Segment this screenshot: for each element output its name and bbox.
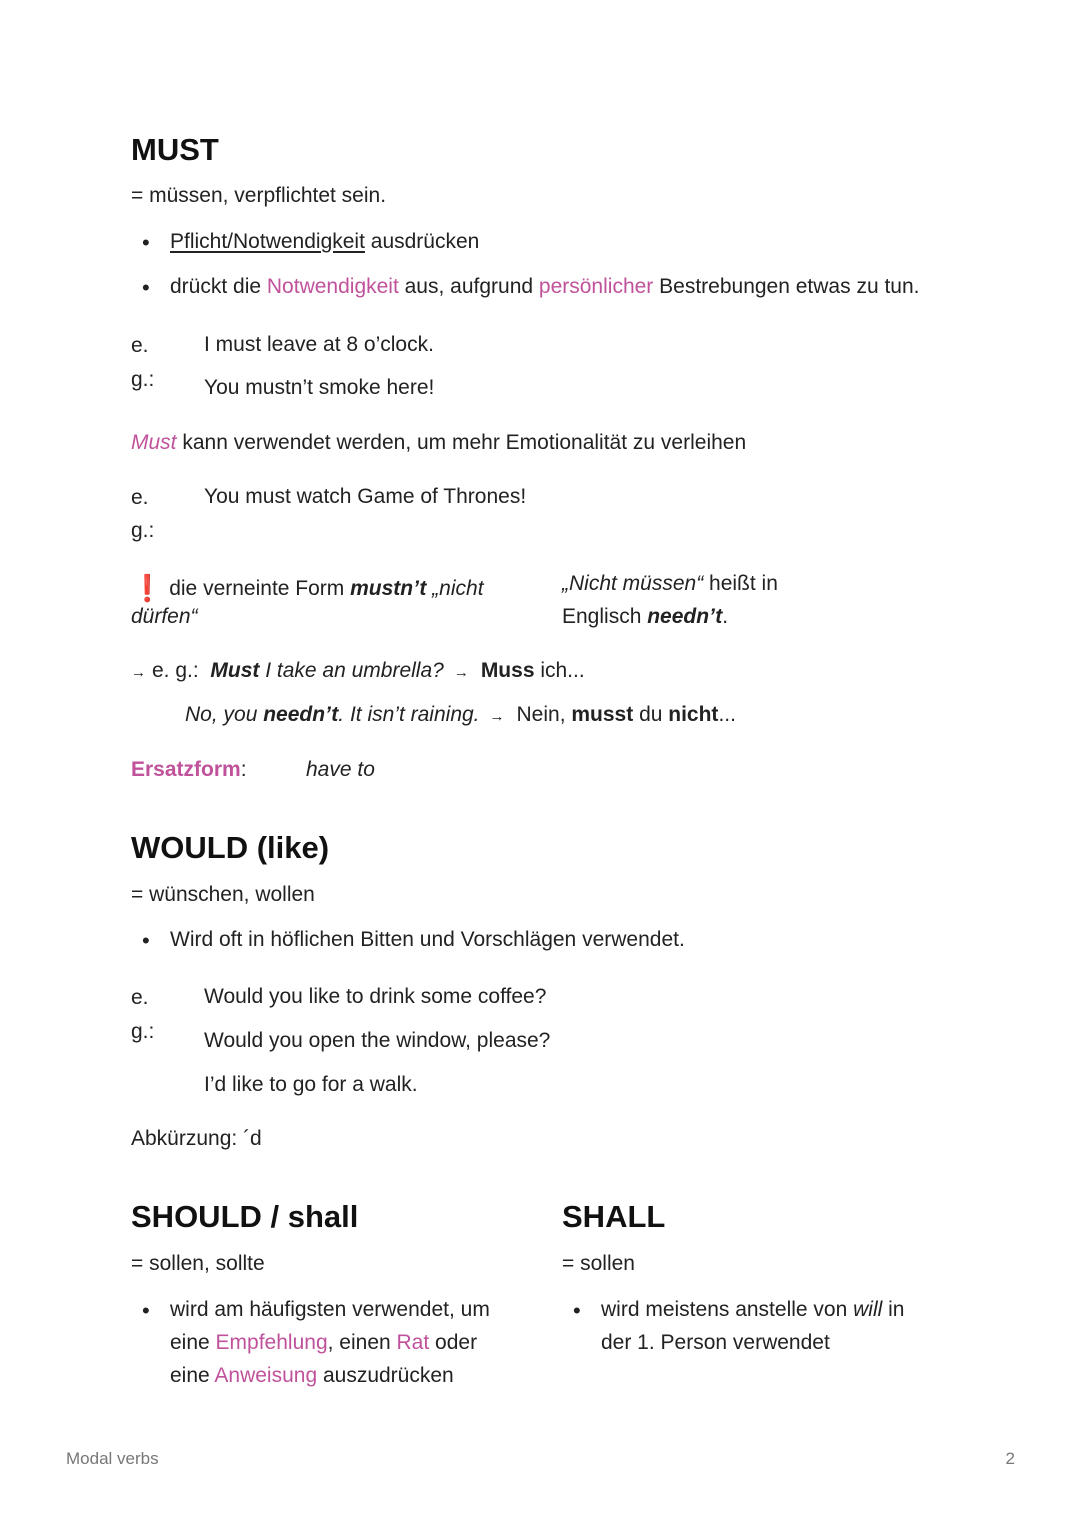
must-bullet-1-underlined: Pflicht/Notwendigkeit xyxy=(170,230,365,253)
negation-mustnt: mustn’t xyxy=(350,577,427,600)
must-bullet-2-text-b: aus, aufgrund xyxy=(398,275,539,298)
question-must: Must xyxy=(210,659,260,682)
would-example-1: Would you like to drink some coffee? xyxy=(204,985,547,1008)
arrow-icon: → xyxy=(131,664,146,681)
would-example-2: Would you open the window, please? xyxy=(204,1029,551,1052)
ersatzform-value: have to xyxy=(306,758,375,781)
would-example-3: I’d like to go for a walk. xyxy=(204,1073,418,1096)
must-bullet-2-text-a: drückt die xyxy=(170,275,267,298)
must-emotion-keyword: Must xyxy=(131,431,177,454)
answer-de-nicht: nicht xyxy=(668,703,719,726)
would-heading: WOULD (like) xyxy=(131,830,330,865)
must-meaning: = müssen, verpflichtet sein. xyxy=(131,184,387,207)
must-question-example xyxy=(131,659,585,683)
shall-meaning: = sollen xyxy=(562,1252,635,1275)
should-highlight-empfehlung: Empfehlung xyxy=(215,1331,328,1354)
must-negation-note-line-1 xyxy=(131,571,484,602)
should-highlight-anweisung: Anweisung xyxy=(214,1364,318,1387)
eg-inline-label: e. g.: xyxy=(152,659,199,682)
should-text-a: eine xyxy=(170,1331,216,1354)
should-text-d: eine xyxy=(170,1364,215,1387)
must-bullet-2-highlight-persoenlicher: persönlicher xyxy=(538,275,654,298)
should-meaning: = sollen, sollte xyxy=(131,1252,265,1275)
answer-de-nein: Nein, xyxy=(516,703,572,726)
shall-bullet-line-1 xyxy=(601,1298,904,1322)
arrow-icon: → xyxy=(489,708,505,725)
must-eg2-e: e. xyxy=(131,486,149,509)
should-heading: SHOULD / shall xyxy=(131,1199,359,1234)
must-bullet-1 xyxy=(170,230,479,254)
answer-needn-t: needn’t xyxy=(263,703,339,726)
nicht-muessen-note-line-2 xyxy=(562,605,728,629)
would-meaning: = wünschen, wollen xyxy=(131,883,315,906)
must-answer-example xyxy=(185,703,736,727)
shall-bullet-line-2: der 1. Person verwendet xyxy=(601,1331,830,1354)
ersatzform-colon: : xyxy=(240,758,247,781)
should-highlight-rat: Rat xyxy=(396,1331,430,1354)
needn-t-term: needn’t xyxy=(647,605,723,628)
nicht-muessen-note-line-1 xyxy=(562,572,778,596)
must-negation-note-line-2: dürfen“ xyxy=(131,605,198,628)
shall-heading: SHALL xyxy=(562,1199,666,1234)
must-bullet-1-rest: ausdrücken xyxy=(364,230,480,253)
must-heading: MUST xyxy=(131,132,219,167)
period: . xyxy=(722,605,729,628)
page-number: 2 xyxy=(1005,1449,1015,1468)
arrow-icon: → xyxy=(453,664,469,681)
translation-ich: ich... xyxy=(534,659,585,682)
ersatzform-label: Ersatzform xyxy=(131,758,241,781)
nicht-muessen-text: heißt in xyxy=(703,572,778,595)
exclamation-icon: ❗ xyxy=(131,573,164,603)
must-example-1: I must leave at 8 o’clock. xyxy=(204,333,434,356)
translation-muss: Muss xyxy=(480,659,535,682)
shall-text-a: wird meistens anstelle von xyxy=(601,1298,854,1321)
shall-text-b: in xyxy=(882,1298,905,1321)
footer-document-title: Modal verbs xyxy=(66,1449,159,1468)
should-text-e: auszudrücken xyxy=(317,1364,454,1387)
shall-will-term: will xyxy=(853,1298,883,1321)
would-abbreviation: Abkürzung: ´d xyxy=(131,1127,262,1150)
would-eg-g: g.: xyxy=(131,1020,155,1043)
must-eg-g: g.: xyxy=(131,368,155,391)
question-rest: I take an umbrella? xyxy=(259,659,444,682)
should-bullet-line-3 xyxy=(170,1364,454,1388)
must-eg-e: e. xyxy=(131,334,149,357)
must-example-2: You mustn’t smoke here! xyxy=(204,376,435,399)
answer-rest: . It isn’t raining. xyxy=(338,703,480,726)
must-emotion-text: kann verwendet werden, um mehr Emotionalität zu verleihen xyxy=(176,431,747,454)
negation-nicht: „nicht xyxy=(426,577,484,600)
answer-de-du: du xyxy=(633,703,669,726)
must-bullet-2-highlight-notwendigkeit: Notwendigkeit xyxy=(266,275,399,298)
would-eg-e: e. xyxy=(131,986,149,1009)
must-bullet-2-text-c: Bestrebungen etwas zu tun. xyxy=(653,275,920,298)
answer-no: No, you xyxy=(185,703,264,726)
must-emotion-note xyxy=(131,431,746,455)
must-bullet-2 xyxy=(170,275,919,299)
answer-de-musst: musst xyxy=(571,703,634,726)
should-text-c: oder xyxy=(429,1331,478,1354)
ersatzform-row xyxy=(131,758,247,782)
must-example-3: You must watch Game of Thrones! xyxy=(204,485,527,508)
should-bullet-line-1: • wird am häufigsten verwendet, um xyxy=(170,1298,490,1322)
negation-text-a: die verneinte Form xyxy=(163,577,351,600)
answer-de-ellipsis: ... xyxy=(718,703,736,726)
would-bullet-1: • Wird oft in höflichen Bitten und Vorschlägen verwendet. xyxy=(170,928,685,952)
should-bullet-line-2 xyxy=(170,1331,477,1355)
englisch-text: Englisch xyxy=(562,605,648,628)
must-eg2-g: g.: xyxy=(131,519,155,542)
nicht-muessen-quote: „Nicht müssen“ xyxy=(562,572,704,595)
should-text-b: , einen xyxy=(327,1331,397,1354)
